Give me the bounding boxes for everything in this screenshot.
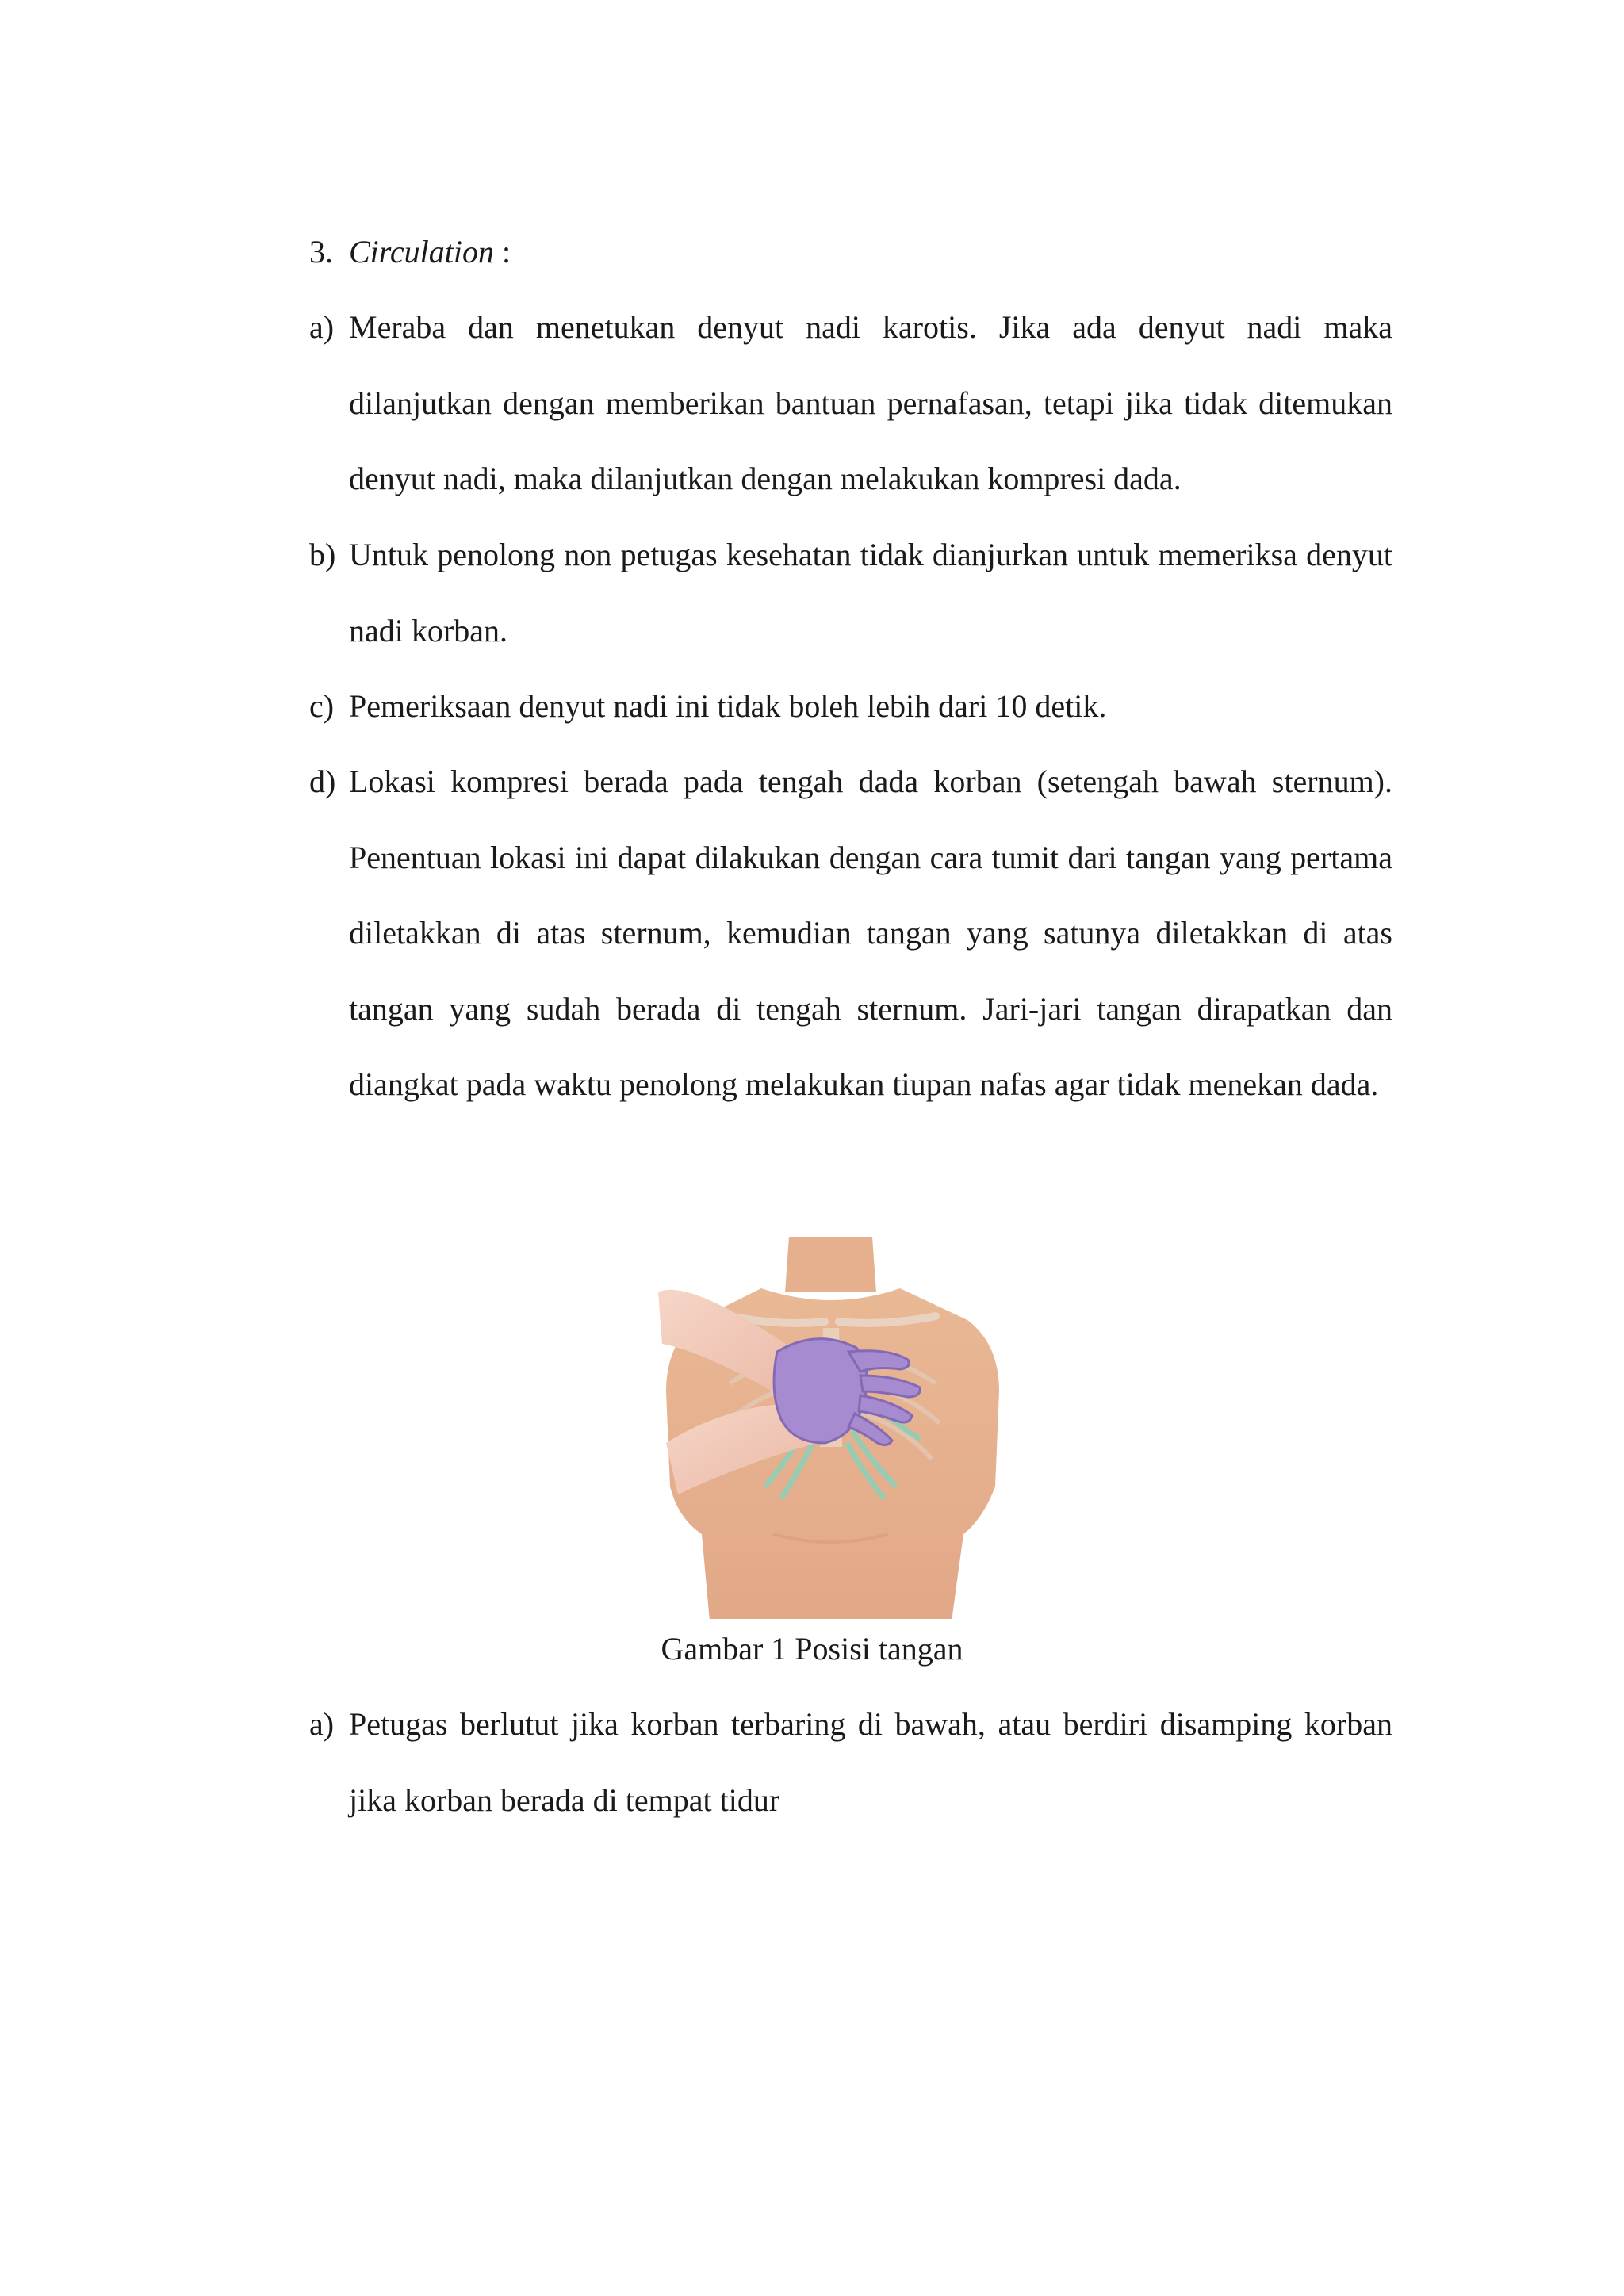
list-item-text: Lokasi kompresi berada pada tengah dada korban (setengah bawah sternum). Penentuan lokasi ini dapat dilakukan dengan cara tumit dari tangan yang pertama diletakkan di atas sternum, kemudian tangan yang satunya diletakkan di atas tangan yang sudah berada di tengah sternum. Jari-jari tangan dirapatkan dan diangkat pada waktu penolong melakukan tiupan nafas agar tidak menekan dada.	[349, 763, 1392, 1102]
list-item-text: Petugas berlutut jika korban terbaring di bawah, atau berdiri disamping korban jika korban berada di tempat tidur	[349, 1706, 1392, 1818]
list-item-a-rescuer-position	[309, 1686, 1392, 1838]
list-marker: a)	[309, 309, 335, 345]
list-item-d-compression-location	[309, 744, 1392, 1123]
list-item-c-pulse-check-duration	[309, 668, 1392, 744]
figure-caption: Gambar 1 Posisi tangan	[661, 1631, 963, 1667]
list-item-text: Pemeriksaan denyut nadi ini tidak boleh lebih dari 10 detik.	[349, 688, 1107, 724]
section-heading	[309, 228, 511, 276]
list-marker: c)	[309, 688, 335, 724]
section-number: 3.	[309, 234, 333, 270]
list-marker: d)	[309, 763, 336, 799]
section-suffix: :	[493, 234, 511, 270]
list-marker: b)	[309, 537, 336, 572]
list-item-a-carotid	[309, 289, 1392, 517]
list-marker: a)	[309, 1706, 335, 1742]
list-item-b-non-health-worker	[309, 517, 1392, 668]
section-term: Circulation	[349, 234, 494, 270]
list-item-text: Meraba dan menetukan denyut nadi karotis. Jika ada denyut nadi maka dilanjutkan dengan memberikan bantuan pernafasan, tetapi jika tidak ditemukan denyut nadi, maka dilanjutkan dengan melakukan kompresi dada.	[349, 309, 1392, 496]
hand-position-figure	[634, 1233, 1031, 1621]
chest-compression-hand-position-illustration	[634, 1233, 1031, 1621]
list-item-text: Untuk penolong non petugas kesehatan tidak dianjurkan untuk memeriksa denyut nadi korban.	[349, 537, 1392, 649]
